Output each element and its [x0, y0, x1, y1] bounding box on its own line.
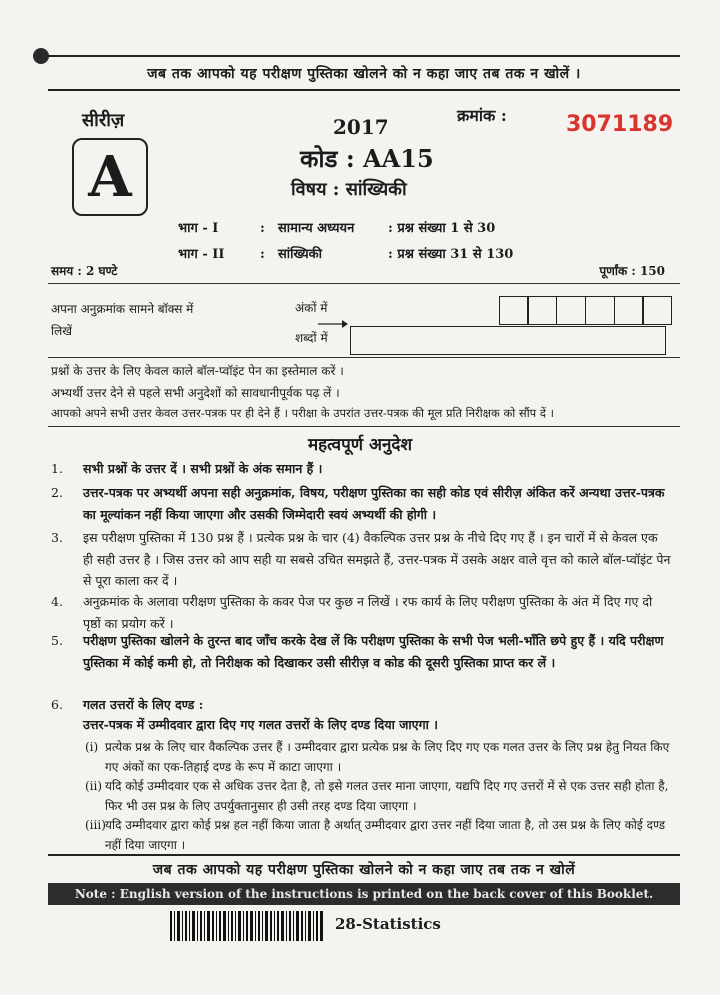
- roll-number-words-box[interactable]: [350, 326, 666, 355]
- item-text: परीक्षण पुस्तिका खोलने के तुरन्त बाद जाँच करके देख लें कि परीक्षण पुस्तिका के सभी पेज भली-भाँति छपे हुए हैं । यदि परीक्षण पुस्तिका में कोई कमी हो, तो निरीक्षक को दिखाकर उसी सीरीज़ व कोड की दूसरी पुस्तिका प्राप्त कर लें ।: [83, 633, 664, 670]
- in-words-label: शब्दों में: [295, 331, 328, 345]
- important-instructions-heading: महत्वपूर्ण अनुदेश: [307, 435, 413, 455]
- penalty-item: [85, 815, 670, 855]
- punch-hole: [33, 48, 49, 64]
- general-instruction: प्रश्नों के उत्तर के लिए केवल काले बॉल-प्वॉइंट पेन का इस्तेमाल करें ।: [51, 364, 344, 378]
- penalty-heading-text: उत्तर-पत्रक में उम्मीदवार द्वारा दिए गए गलत उत्तरों के लिए दण्ड दिया जाएगा ।: [83, 717, 438, 732]
- series-letter-box: A: [72, 138, 148, 216]
- digit-box[interactable]: [614, 296, 644, 325]
- digit-box[interactable]: [642, 296, 672, 325]
- part-name: सांख्यिकी: [278, 247, 323, 262]
- part-range: : प्रश्न संख्या 1 से 30: [388, 221, 496, 236]
- booklet-code-heading: कोड : AA15: [300, 144, 434, 173]
- penalty-item: [85, 776, 670, 816]
- divider: [48, 283, 680, 284]
- roll-instruction: [51, 298, 251, 342]
- item-number: 1.: [51, 461, 63, 476]
- part-1-row: [178, 218, 495, 236]
- item-number: 3.: [51, 530, 63, 545]
- item-text: सभी प्रश्नों के उत्तर दें । सभी प्रश्नों के अंक समान हैं ।: [83, 461, 323, 476]
- digit-box[interactable]: [556, 296, 586, 325]
- item-number: 2.: [51, 485, 63, 500]
- item-text: इस परीक्षण पुस्तिका में 130 प्रश्न हैं । प्रत्येक प्रश्न के चार (4) वैकल्पिक उत्तर प्रश्न के नीचे दिए गए हैं । इन चारों में से केवल एक ही सही उत्तर है । जिस उत्तर को आप सही या सबसे उचित समझते हैं, उत्तर-पत्रक में उसके अक्षर वाले वृत्त को काले बॉल-प्वॉइंट पेन से पूरा काला कर दें ।: [83, 530, 671, 588]
- english-note-bar: Note : English version of the instructions is printed on the back cover of this Booklet.: [48, 883, 680, 905]
- serial-number: 3071189: [566, 112, 674, 137]
- penalty-item-text: प्रत्येक प्रश्न के लिए चार वैकल्पिक उत्तर हैं । उम्मीदवार द्वारा प्रत्येक प्रश्न के लिए दिए गए एक गलत उत्तर के लिए प्रश्न हेतु नियत किए गए अंकों का एक-तिहाई दण्ड के रूप में काटा जाएगा ।: [105, 740, 670, 774]
- general-instruction: अभ्यर्थी उत्तर देने से पहले सभी अनुदेशों को सावधानीपूर्वक पढ़ लें ।: [51, 386, 340, 400]
- penalty-item-text: यदि कोई उम्मीदवार एक से अधिक उत्तर देता है, तो इसे गलत उत्तर माना जाएगा, यद्यपि दिए गए उत्तरों में से एक उत्तर सही होता है, फिर भी उस प्रश्न के लिए उपर्युक्तानुसार ही उसी तरह दण्ड दिया जाएगा ।: [105, 779, 669, 813]
- item-text: उत्तर-पत्रक पर अभ्यर्थी अपना सही अनुक्रमांक, विषय, परीक्षण पुस्तिका का सही कोड एवं सीरीज़ अंकित करें अन्यथा उत्तर-पत्रक का मूल्यांकन नहीं किया जाएगा और उसकी जिम्मेदारी स्वयं अभ्यर्थी की होगी ।: [83, 485, 665, 522]
- digit-box[interactable]: [527, 296, 557, 325]
- top-banner: जब तक आपको यह परीक्षण पुस्तिका खोलने को न कहा जाए तब तक न खोलें ।: [48, 59, 680, 91]
- in-figures-label: अंकों में: [295, 301, 328, 315]
- part-colon: :: [260, 221, 265, 236]
- max-marks: पूर्णांक : 150: [599, 264, 665, 278]
- series-label: सीरीज़: [82, 110, 125, 131]
- part-name: सामान्य अध्ययन: [278, 221, 355, 236]
- part-2-row: [178, 244, 513, 262]
- penalty-heading: [51, 714, 671, 736]
- time-allowed: समय : 2 घण्टे: [51, 264, 118, 278]
- instruction-item: [51, 630, 671, 673]
- digit-box[interactable]: [499, 296, 529, 325]
- item-number: 6.: [51, 697, 63, 712]
- item-number: 5.: [51, 633, 63, 648]
- top-rule: [48, 55, 680, 57]
- divider: [48, 426, 680, 427]
- part-label: भाग - I: [178, 221, 219, 236]
- roll-instruction-line: अपना अनुक्रमांक सामने बॉक्स में: [51, 302, 194, 316]
- penalty-item-text: यदि उम्मीदवार द्वारा कोई प्रश्न हल नहीं किया जाता है अर्थात् उम्मीदवार द्वारा उत्तर नहीं दिया जाता है, तो उस प्रश्न के लिए कोई दण्ड नहीं दिया जाएगा ।: [105, 818, 666, 852]
- subject-heading: विषय : सांख्यिकी: [291, 179, 407, 200]
- instruction-item: [51, 482, 671, 525]
- item-text: अनुक्रमांक के अलावा परीक्षण पुस्तिका के कवर पेज पर कुछ न लिखें । रफ कार्य के लिए परीक्षण पुस्तिका के अंत में दिए गए दो पृष्ठों का प्रयोग करें ।: [83, 594, 653, 631]
- part-colon: :: [260, 247, 265, 262]
- part-label: भाग - II: [178, 247, 225, 262]
- barcode-icon: [170, 911, 325, 941]
- instruction-item: [51, 458, 671, 480]
- instruction-item: [51, 527, 671, 592]
- penalty-item-number: (i): [85, 740, 99, 754]
- roll-number-digit-boxes[interactable]: [500, 296, 672, 325]
- divider: [48, 357, 680, 358]
- roll-instruction-line: लिखें: [51, 324, 73, 338]
- serial-label: क्रमांक :: [457, 106, 507, 125]
- item-number: 4.: [51, 594, 63, 609]
- penalty-item-number: (iii): [85, 818, 106, 832]
- digit-box[interactable]: [585, 296, 615, 325]
- exam-year: 2017: [333, 115, 389, 139]
- arrow-right-icon: [318, 319, 348, 329]
- penalty-item-number: (ii): [85, 779, 103, 793]
- general-instruction: आपको अपने सभी उत्तर केवल उत्तर-पत्रक पर ही देने हैं । परीक्षा के उपरांत उत्तर-पत्रक की मूल प्रति निरीक्षक को सौंप दें ।: [51, 406, 554, 420]
- penalty-item: [85, 737, 670, 777]
- item-text: गलत उत्तरों के लिए दण्ड :: [83, 697, 204, 712]
- booklet-subject-code: 28-Statistics: [335, 915, 441, 933]
- bottom-banner: जब तक आपको यह परीक्षण पुस्तिका खोलने को न कहा जाए तब तक न खोलें: [48, 854, 680, 884]
- instruction-item: [51, 694, 671, 716]
- instruction-item: [51, 591, 671, 634]
- part-range: : प्रश्न संख्या 31 से 130: [388, 247, 514, 262]
